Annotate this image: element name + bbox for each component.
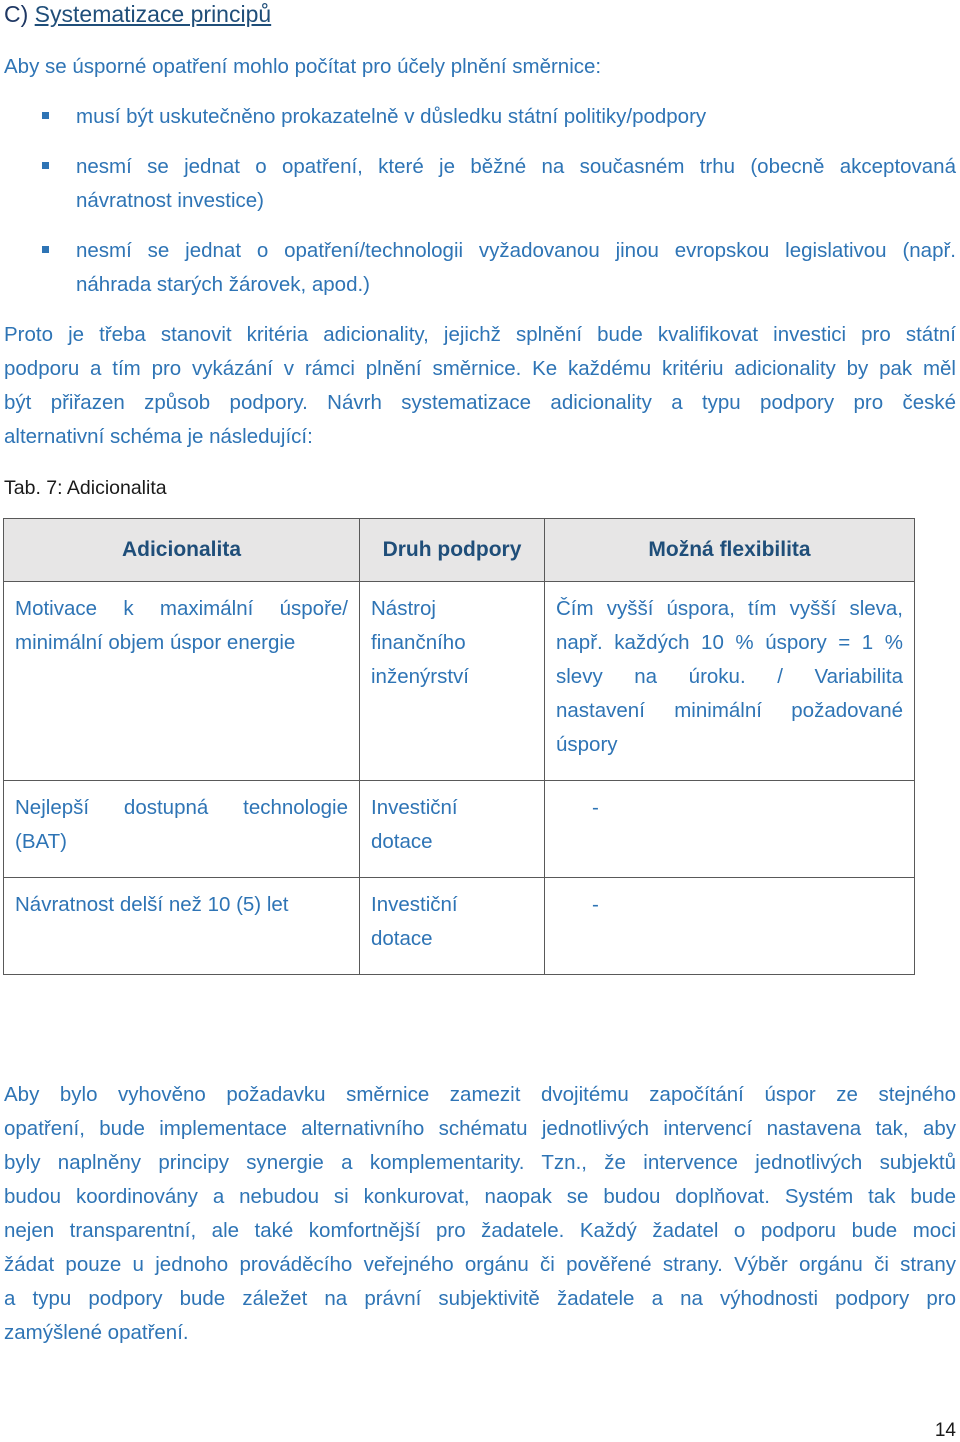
- cell-line: (BAT): [15, 830, 68, 853]
- paragraph-line: opatření, bude implementace alternativního schématu jednotlivých intervencí nastavena tak, aby: [4, 1117, 956, 1140]
- cell-line: Investiční: [371, 796, 458, 819]
- section-heading: [4, 1, 271, 28]
- bullet-marker: [42, 246, 49, 253]
- cell-line: Nástroj: [371, 597, 436, 620]
- bullet-marker: [42, 112, 49, 119]
- cell-line: Návratnost delší než 10 (5) let: [15, 893, 289, 916]
- additionality-table: [3, 518, 915, 975]
- cell-line: Čím vyšší úspora, tím vyšší sleva,: [556, 597, 903, 620]
- cell-line: slevy na úroku. / Variabilita: [556, 665, 903, 688]
- table-row: [4, 582, 915, 781]
- cell-line: inženýrství: [371, 665, 469, 688]
- cell-druh-podpory: [360, 582, 545, 781]
- paragraph-line: byly naplněny principy synergie a komplementarity. Tzn., že intervence jednotlivých subjektů: [4, 1151, 956, 1174]
- column-header-mozna-flexibilita: Možná flexibilita: [545, 519, 915, 582]
- cell-druh-podpory: [360, 781, 545, 878]
- page-number: 14: [934, 1420, 956, 1441]
- paragraph-line: podporu a tím pro vykázání v rámci plnění směrnice. Ke každému kritériu adicionality by pak měl: [4, 357, 956, 380]
- cell-flexibilita: [545, 781, 915, 878]
- cell-line: např. každých 10 % úspory = 1 %: [556, 631, 903, 654]
- paragraph-line: a typu podpory bude záležet na právní subjektivitě žadatele a na výhodnosti podpory pro: [4, 1287, 956, 1310]
- section-letter: C): [4, 1, 29, 27]
- table-row: [4, 781, 915, 878]
- bullet-item-3-line-2: náhrada starých žárovek, apod.): [76, 273, 370, 296]
- cell-flexibilita: [545, 878, 915, 975]
- cell-line: dotace: [371, 927, 433, 950]
- cell-line: Nejlepší dostupná technologie: [15, 796, 348, 819]
- cell-line: dotace: [371, 830, 433, 853]
- cell-adicionalita: [4, 781, 360, 878]
- column-header-adicionalita: Adicionalita: [4, 519, 360, 582]
- cell-line: úspory: [556, 733, 618, 756]
- cell-line: nastavení minimální požadované: [556, 699, 903, 722]
- paragraph-line: být přiřazen způsob podpory. Návrh systematizace adicionality a typu podpory pro české: [4, 391, 956, 414]
- bullet-marker: [42, 162, 49, 169]
- cell-line: -: [592, 893, 599, 916]
- table-row: [4, 878, 915, 975]
- bullet-item-3-line-1: nesmí se jednat o opatření/technologii vyžadovanou jinou evropskou legislativou (např.: [76, 239, 956, 262]
- cell-flexibilita: [545, 582, 915, 781]
- cell-adicionalita: [4, 878, 360, 975]
- cell-line: Motivace k maximální úspoře/: [15, 597, 348, 620]
- cell-line: Investiční: [371, 893, 458, 916]
- paragraph-line: zamýšlené opatření.: [4, 1321, 189, 1344]
- cell-line: -: [592, 796, 599, 819]
- intro-text: Aby se úsporné opatření mohlo počítat pro účely plnění směrnice:: [4, 55, 602, 78]
- paragraph-line: alternativní schéma je následující:: [4, 425, 313, 448]
- paragraph-line: budou koordinovány a nebudou si konkurovat, naopak se budou doplňovat. Systém tak bude: [4, 1185, 956, 1208]
- bullet-item-2-line-1: nesmí se jednat o opatření, které je běžné na současném trhu (obecně akceptovaná: [76, 155, 956, 178]
- paragraph-line: nejen transparentní, ale také komfortnější pro žadatele. Každý žadatel o podporu bude moci: [4, 1219, 956, 1242]
- cell-line: minimální objem úspor energie: [15, 631, 296, 654]
- paragraph-line: Aby bylo vyhověno požadavku směrnice zamezit dvojitému započítání úspor ze stejného: [4, 1083, 956, 1106]
- paragraph-line: Proto je třeba stanovit kritéria adicionality, jejichž splnění bude kvalifikovat investici pro státní: [4, 323, 956, 346]
- section-title-link[interactable]: Systematizace principů: [34, 1, 272, 27]
- column-header-druh-podpory: Druh podpory: [360, 519, 545, 582]
- cell-druh-podpory: [360, 878, 545, 975]
- table-header-row: [4, 519, 915, 582]
- table-caption: Tab. 7: Adicionalita: [4, 477, 167, 499]
- cell-line: finančního: [371, 631, 466, 654]
- paragraph-line: žádat pouze u jednoho prováděcího veřejného orgánu či pověřené strany. Výběr orgánu či strany: [4, 1253, 956, 1276]
- bullet-item-2-line-2: návratnost investice): [76, 189, 265, 212]
- bullet-item-1-line-1: musí být uskutečněno prokazatelně v důsledku státní politiky/podpory: [76, 105, 707, 128]
- cell-adicionalita: [4, 582, 360, 781]
